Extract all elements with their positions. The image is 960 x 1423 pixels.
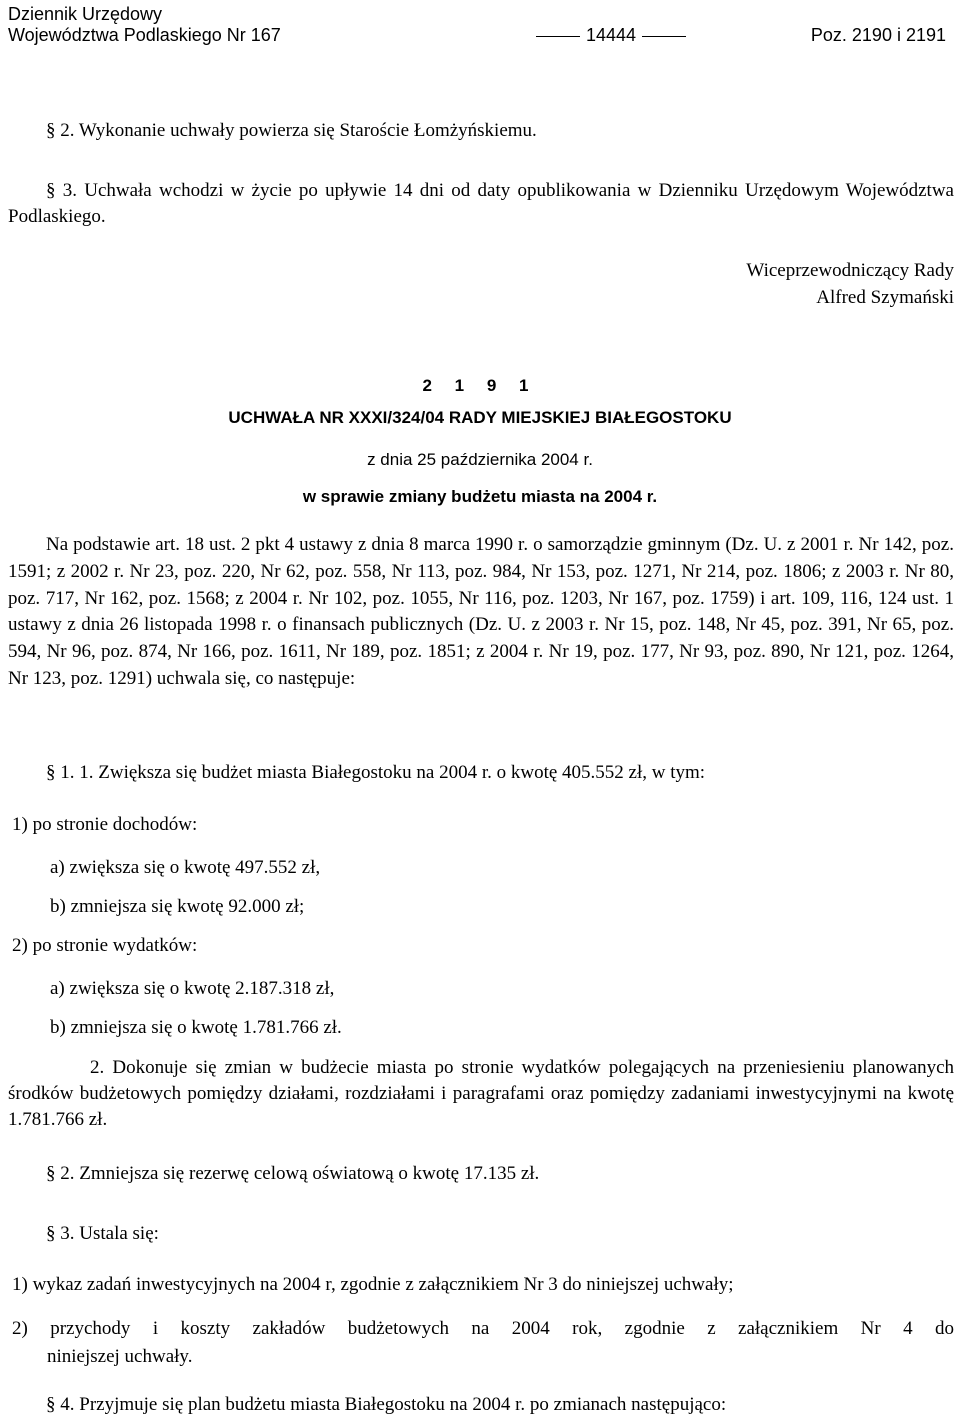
rule-right xyxy=(642,36,686,37)
list-item-revenues-b: b) zmniejsza się kwotę 92.000 zł; xyxy=(50,896,305,917)
section-3-item-2-continued: niniejszej uchwały. xyxy=(47,1346,193,1367)
rule-left xyxy=(536,36,580,37)
resolution-number: 2 1 9 1 xyxy=(422,376,538,395)
resolution-title: UCHWAŁA NR XXXI/324/04 RADY MIEJSKIEJ BIAŁEGOSTOKU xyxy=(228,408,732,427)
page-number: 14444 xyxy=(586,25,637,45)
list-item-expenditures-a: a) zwiększa się o kwotę 2.187.318 zł, xyxy=(50,978,335,999)
section-3-item-1: 1) wykaz zadań inwestycyjnych na 2004 r, zgodnie z załącznikiem Nr 3 do niniejszej uchwały; xyxy=(12,1274,734,1295)
journal-title: Dziennik Urzędowy xyxy=(8,4,163,24)
paragraph-3-prev: § 3. Uchwała wchodzi w życie po upływie 14 dni od daty opublikowania w Dzienniku Urzędowym Województwa Podlaskiego. xyxy=(8,180,954,227)
signer-title: Wiceprzewodniczący Rady xyxy=(746,260,954,281)
page-number-wrapper xyxy=(530,25,692,45)
signer-name: Alfred Szymański xyxy=(816,287,954,308)
list-item-expenditures: 2) po stronie wydatków: xyxy=(12,935,198,956)
paragraph-2-prev: § 2. Wykonanie uchwały powierza się Staroście Łomżyńskiemu. xyxy=(46,120,537,141)
position-reference: Poz. 2190 i 2191 xyxy=(810,25,946,45)
preamble: Na podstawie art. 18 ust. 2 pkt 4 ustawy z dnia 8 marca 1990 r. o samorządzie gminnym (Dz. U. z 2001 r. Nr 142, poz. 1591; z 2002 r. Nr 23, poz. 220, Nr 62, poz. 558, Nr 113, poz. 984, Nr 153, poz. 1271, Nr 214, poz. 1806; z 2003 r. Nr 80, poz. 717, Nr 162, poz. 1568; z 2004 r. Nr 102, poz. 1055, Nr 116, poz. 1203, Nr 167, poz. 1759) i art. 109, 116, 124 ust. 1 ustawy z dnia 26 listopada 1998 r. o finansach publicznych (Dz. U. z 2003 r. Nr 15, poz. 148, Nr 45, poz. 391, Nr 65, poz. 594, Nr 96, poz. 874, Nr 166, poz. 1611, Nr 189, poz. 1851; z 2004 r. Nr 19, poz. 177, Nr 93, poz. 890, Nr 121, poz. 1264, Nr 123, poz. 1291) uchwala się, co następuje: xyxy=(8,534,954,689)
section-3: § 3. Ustala się: xyxy=(46,1223,159,1244)
list-item-revenues-a: a) zwiększa się o kwotę 497.552 zł, xyxy=(50,857,321,878)
section-3-item-2: 2) przychody i koszty zakładów budżetowych na 2004 rok, zgodnie z załącznikiem Nr 4 do xyxy=(12,1318,954,1339)
section-4: § 4. Przyjmuje się plan budżetu miasta Białegostoku na 2004 r. po zmianach następująco: xyxy=(46,1394,727,1415)
resolution-subject: w sprawie zmiany budżetu miasta na 2004 r. xyxy=(302,487,658,506)
resolution-date: z dnia 25 października 2004 r. xyxy=(367,450,593,469)
section-1-paragraph-2: 2. Dokonuje się zmian w budżecie miasta po stronie wydatków polegających na przeniesieniu planowanych środków budżetowych pomiędzy działami, rozdziałami i paragrafami oraz pomiędzy zadaniami inwestycyjnymi na kwotę 1.781.766 zł. xyxy=(8,1057,954,1130)
section-1-paragraph-1: § 1. 1. Zwiększa się budżet miasta Białegostoku na 2004 r. o kwotę 405.552 zł, w tym: xyxy=(46,762,706,783)
list-item-expenditures-b: b) zmniejsza się o kwotę 1.781.766 zł. xyxy=(50,1017,342,1038)
journal-subtitle: Województwa Podlaskiego Nr 167 xyxy=(8,25,281,45)
list-item-revenues: 1) po stronie dochodów: xyxy=(12,814,198,835)
section-2: § 2. Zmniejsza się rezerwę celową oświatową o kwotę 17.135 zł. xyxy=(46,1163,540,1184)
